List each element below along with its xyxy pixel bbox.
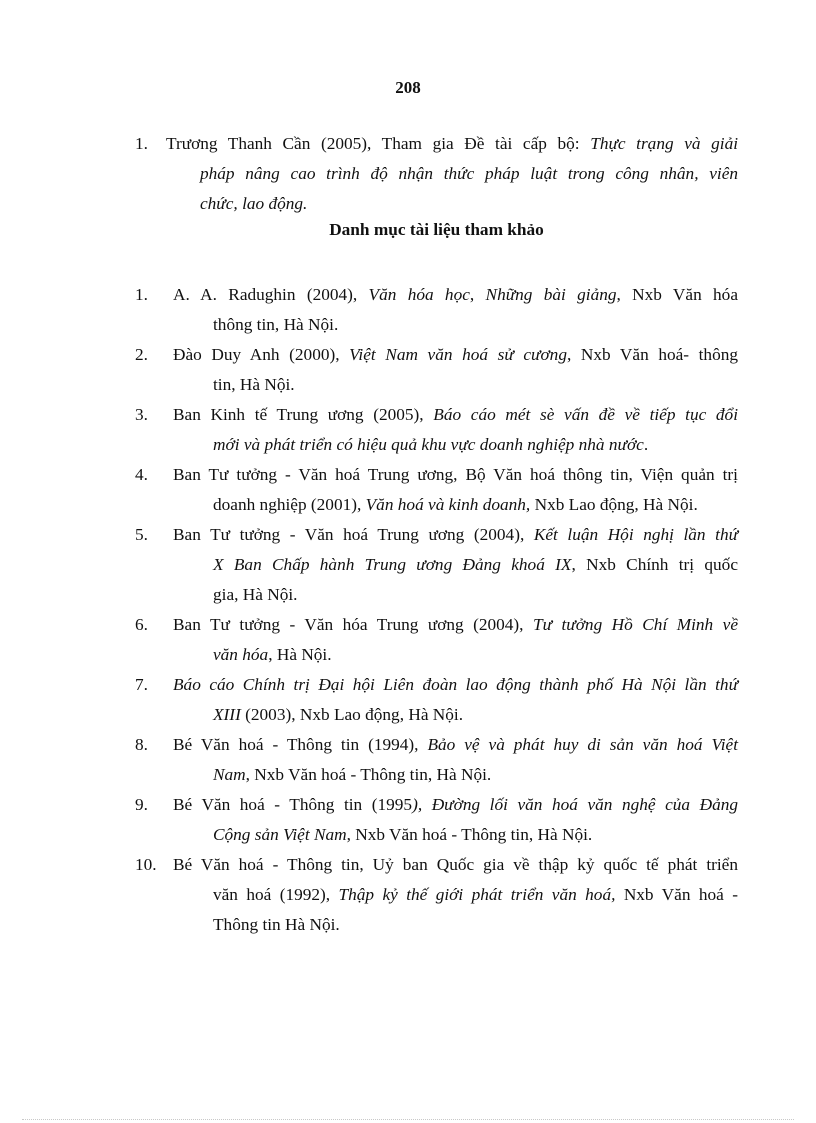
reference-text: thông tin, Hà Nội. [213, 315, 339, 334]
reference-item [135, 790, 738, 850]
reference-number: 8. [135, 735, 148, 754]
reference-title-text: Kết luận Hội nghị lần thứ [533, 525, 739, 544]
page-bottom-border [22, 1119, 794, 1120]
reference-line [173, 400, 738, 430]
reference-line [173, 340, 738, 370]
reference-text: văn hoá (1992), [213, 885, 339, 904]
reference-line [173, 580, 738, 610]
entry-text-italic: pháp nâng cao trình độ nhận thức pháp luật trong công nhân, viên [200, 164, 738, 183]
reference-text: Ban Tư tưởng - Văn hoá Trung ương (2004), [173, 525, 534, 544]
reference-line [173, 280, 738, 310]
reference-text: Bé Văn hoá - Thông tin (1994), [173, 735, 428, 754]
reference-item [135, 730, 738, 790]
entry-text: Trương Thanh Cần (2005), Tham gia Đề tài cấp bộ: [166, 134, 591, 153]
reference-text: , Nxb Văn hoá - Thông tin, Hà Nội. [245, 765, 492, 784]
reference-title-text: Văn hóa học [368, 285, 470, 304]
reference-line [173, 310, 738, 340]
reference-line [173, 670, 738, 700]
reference-item [135, 610, 738, 670]
reference-text: , Nxb Văn hóa [616, 285, 738, 304]
reference-line [173, 880, 738, 910]
entry-word: lao [242, 194, 265, 213]
reference-line [173, 700, 738, 730]
reference-title-text: ), Đường lối văn hoá văn nghệ của Đảng [412, 795, 739, 814]
reference-title-text: Thập kỷ thế giới phát triển văn hoá, [338, 885, 616, 904]
reference-line [173, 910, 738, 940]
reference-line [173, 430, 738, 460]
reference-text: Ban Tư tưởng - Văn hóa Trung ương (2004), [173, 615, 533, 634]
reference-number: 2. [135, 345, 148, 364]
reference-line [173, 610, 738, 640]
reference-text: Ban Kinh tế Trung ương (2005), [173, 405, 434, 424]
reference-item [135, 850, 738, 940]
reference-text: Ban Tư tưởng - Văn hoá Trung ương, Bộ Văn hoá thông tin, Viện quản trị [173, 465, 738, 484]
reference-number: 4. [135, 465, 148, 484]
reference-text: tin, Hà Nội. [213, 375, 295, 394]
reference-line [173, 790, 738, 820]
reference-title-text: văn hóa [213, 645, 269, 664]
entry-word: động. [268, 194, 308, 213]
reference-line [173, 490, 738, 520]
reference-item [135, 280, 738, 340]
entry-line [166, 129, 738, 159]
reference-text: , Nxb Văn hoá- thông [566, 345, 738, 364]
page-number: 208 [395, 78, 421, 97]
reference-text: Bé Văn hoá - Thông tin, Uỷ ban Quốc gia về thập kỷ quốc tế phát triển [173, 855, 738, 874]
reference-title-text: Báo cáo Chính trị Đại hội Liên đoàn lao động thành phố Hà Nội lần thứ [173, 675, 738, 694]
entry-number: 1. [135, 134, 148, 153]
reference-text: . [643, 435, 649, 454]
reference-title-text: Báo cáo mét sè vấn đề về tiếp tục đổi [433, 405, 738, 424]
reference-number: 3. [135, 405, 148, 424]
reference-title-text: Bảo vệ và phát huy di sản văn hoá Việt [427, 735, 738, 754]
reference-title-text: Việt Nam văn hoá sử cương [349, 345, 567, 364]
reference-title-text: Cộng sản Việt Nam [213, 825, 347, 844]
reference-number: 7. [135, 675, 148, 694]
reference-number: 10. [135, 855, 157, 874]
reference-text: Nxb Văn hoá - [615, 885, 738, 904]
reference-title-text: X Ban Chấp hành Trung ương Đảng khoá IX [213, 555, 572, 574]
reference-title-text: XIII [213, 705, 241, 724]
reference-title-text: Văn hoá và kinh doanh, [365, 495, 531, 514]
reference-line [173, 640, 738, 670]
reference-item [135, 670, 738, 730]
reference-number: 5. [135, 525, 148, 544]
reference-text: , Nxb Văn hoá - Thông tin, Hà Nội. [346, 825, 593, 844]
reference-text: A. A. Radughin (2004), [173, 285, 369, 304]
reference-item [135, 400, 738, 460]
reference-item [135, 520, 738, 610]
reference-text: (2003), Nxb Lao động, Hà Nội. [240, 705, 464, 724]
reference-line [173, 760, 738, 790]
reference-title-text: Tư tưởng Hồ Chí Minh về [532, 615, 739, 634]
reference-text: Bé Văn hoá - Thông tin (1995 [173, 795, 413, 814]
reference-text: , Nxb Chính trị quốc [571, 555, 738, 574]
reference-text: Thông tin Hà Nội. [213, 915, 340, 934]
reference-line [173, 850, 738, 880]
reference-text: Đào Duy Anh (2000), [173, 345, 350, 364]
reference-item [135, 460, 738, 520]
reference-text: , Hà Nội. [268, 645, 332, 664]
entry-word: chức, [200, 194, 238, 213]
reference-line [173, 520, 738, 550]
reference-text: , [469, 285, 486, 304]
reference-line [173, 730, 738, 760]
reference-title-text: Nam [213, 765, 246, 784]
reference-line [173, 820, 738, 850]
reference-text: doanh nghiệp (2001), [213, 495, 366, 514]
reference-title-text: Những bài giảng [485, 285, 617, 304]
reference-title-text: mới và phát triển có hiệu quả khu vực doanh nghiệp nhà nước [213, 435, 644, 454]
pre-heading-entry [135, 129, 738, 219]
reference-text: Nxb Lao động, Hà Nội. [530, 495, 698, 514]
reference-item [135, 340, 738, 400]
entry-text-italic: Thực trạng và giải [590, 134, 739, 153]
reference-line [173, 550, 738, 580]
entry-line [166, 159, 738, 189]
reference-number: 9. [135, 795, 148, 814]
reference-number: 6. [135, 615, 148, 634]
reference-number: 1. [135, 285, 148, 304]
reference-text: gia, Hà Nội. [213, 585, 298, 604]
reference-line [173, 370, 738, 400]
entry-line-justified [166, 189, 738, 219]
reference-line [173, 460, 738, 490]
references-heading: Danh mục tài liệu tham khảo [329, 220, 544, 239]
